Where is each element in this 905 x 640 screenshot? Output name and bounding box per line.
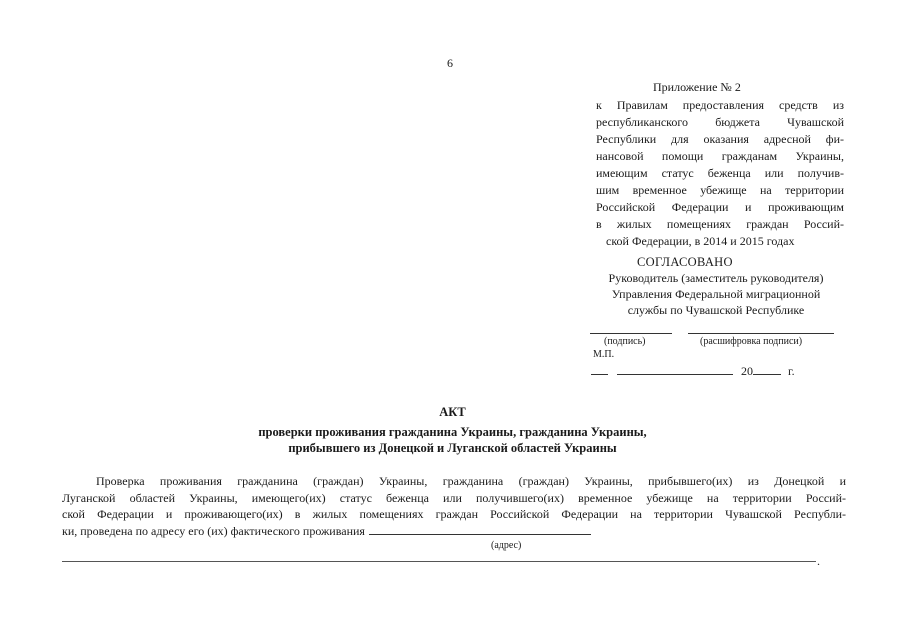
day-field[interactable] [591,363,608,375]
signature-field[interactable] [590,321,672,334]
approver-line: Управления Федеральной миграционной [611,287,821,301]
approver-title [585,270,847,318]
year-field[interactable] [753,363,781,375]
appendix-line: шим временное убежище на территории [596,183,844,197]
act-body [62,473,846,539]
stamp-place: М.П. [593,349,615,360]
signature-decode-caption: (расшифровка подписи) [700,336,803,347]
body-line: ской Федерации и проживающего(их) в жилых помещениях граждан Российской Федерации на территории Чувашской Республи- [62,507,846,521]
signature-decode-field[interactable] [688,321,834,334]
appendix-text [596,97,844,250]
act-subtitle-line: прибывшего из Донецкой и Луганской областей Украины [288,441,617,455]
address-field[interactable] [369,523,591,535]
year-prefix: 20 [741,364,753,378]
trailing-dot: . [817,554,820,568]
appendix-line: Республики для оказания адресной фи- [596,132,844,146]
address-caption: (адрес) [491,540,522,551]
appendix-line: Российской Федерации и проживающим [596,200,844,214]
body-line: ки, проведена по адресу его (их) фактического проживания [62,523,365,538]
body-line: Луганской областей Украины, имеющего(их) статус беженца или получившего(их) временное убежище на территории Россий- [62,490,846,505]
appendix-line: в жилых помещениях граждан Россий- [596,217,844,231]
appendix-line: республиканского бюджета Чувашской [596,115,844,129]
appendix-title: Приложение № 2 [653,80,741,94]
signature-caption: (подпись) [604,336,646,347]
appendix-line: имеющим статус беженца или получив- [596,166,844,180]
year-suffix: г. [788,364,795,378]
body-line: Проверка проживания гражданина (граждан) Украины, гражданина (граждан) Украины, прибывшего(их) из Донецкой и [96,474,846,488]
address-continuation-field[interactable] [62,553,816,562]
appendix-line: ской Федерации, в 2014 и 2015 годах [606,234,795,248]
approver-line: службы по Чувашской Республике [627,303,805,317]
act-title: АКТ [439,405,466,419]
appendix-line: к Правилам предоставления средств из [596,98,844,112]
body-line-last [62,523,846,540]
act-subtitle-line: проверки проживания гражданина Украины, гражданина Украины, [258,425,647,439]
appendix-line: нансовой помощи гражданам Украины, [596,149,844,163]
date-row [591,363,795,379]
page-number: 6 [447,56,453,70]
month-field[interactable] [617,363,733,375]
agreed-heading: СОГЛАСОВАНО [637,255,733,269]
approver-line: Руководитель (заместитель руководителя) [608,271,824,285]
